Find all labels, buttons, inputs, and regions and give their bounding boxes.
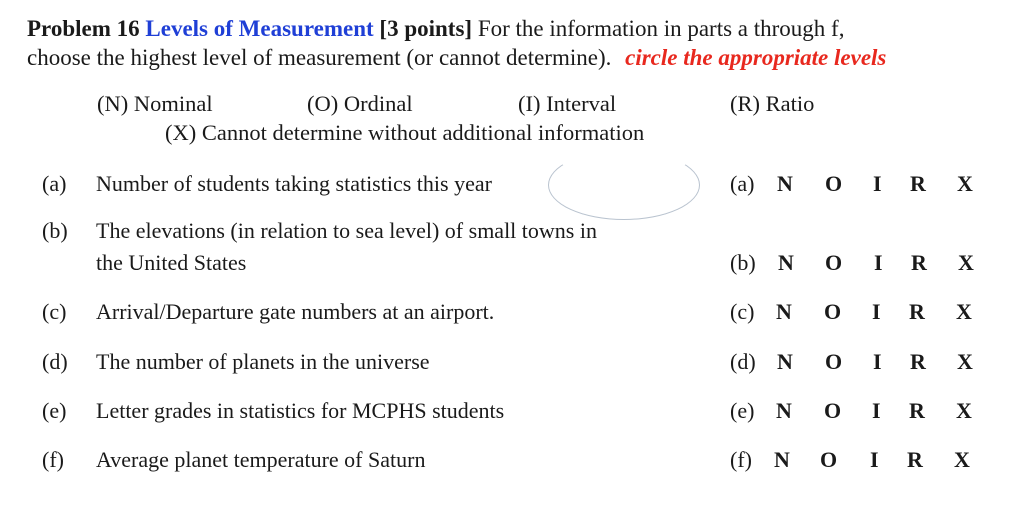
answer-row-e [730,398,990,426]
choice-d-x[interactable]: X [957,349,973,374]
answer-row-b [730,250,990,278]
level-ordinal: (O) Ordinal [307,91,413,116]
level-interval: (I) Interval [518,91,617,116]
question-text-c: Arrival/Departure gate numbers at an airport. [96,299,495,324]
choice-d-n[interactable]: N [777,349,793,374]
question-label-e: (e) [42,398,67,423]
answer-row-d [730,349,990,377]
choice-b-o[interactable]: O [825,250,843,275]
choice-f-r[interactable]: R [907,447,923,472]
choice-e-i[interactable]: I [872,398,881,423]
choice-c-x[interactable]: X [956,299,972,324]
problem-header-line2 [27,44,886,72]
answer-label-a: (a) [730,171,755,196]
instruction-emphasis: circle the appropriate levels [625,45,887,70]
choice-a-n[interactable]: N [777,171,793,196]
choice-f-n[interactable]: N [774,447,790,472]
choice-d-r[interactable]: R [910,349,926,374]
choice-d-i[interactable]: I [873,349,882,374]
choice-b-i[interactable]: I [874,250,883,275]
choice-a-x[interactable]: X [957,171,973,196]
choice-c-r[interactable]: R [909,299,925,324]
choice-e-r[interactable]: R [909,398,925,423]
answer-label-f: (f) [730,447,752,472]
choice-f-x[interactable]: X [954,447,970,472]
instruction-line2: choose the highest level of measurement (or cannot determine). [27,45,612,70]
choice-b-n[interactable]: N [778,250,794,275]
choice-c-n[interactable]: N [776,299,792,324]
answer-label-b: (b) [730,250,756,275]
hand-drawn-oval [548,150,700,220]
problem-header-line1 [27,15,844,43]
choice-b-r[interactable]: R [911,250,927,275]
level-nominal: (N) Nominal [97,91,213,116]
answer-label-d: (d) [730,349,756,374]
instruction-line1: For the information in parts a through f, [477,16,845,41]
choice-f-i[interactable]: I [870,447,879,472]
choice-d-o[interactable]: O [825,349,843,374]
answer-label-e: (e) [730,398,755,423]
choice-e-o[interactable]: O [824,398,842,423]
answer-row-c [730,299,990,327]
question-label-a: (a) [42,171,67,196]
problem-topic: Levels of Measurement [145,16,374,41]
question-label-c: (c) [42,299,67,324]
question-text-e: Letter grades in statistics for MCPHS students [96,398,505,423]
choice-b-x[interactable]: X [958,250,974,275]
choice-c-i[interactable]: I [872,299,881,324]
level-ratio: (R) Ratio [730,91,815,116]
question-text-b: The elevations (in relation to sea level) of small towns in [96,218,597,243]
question-label-d: (d) [42,349,68,374]
answer-label-c: (c) [730,299,755,324]
question-text-d: The number of planets in the universe [96,349,430,374]
answer-row-a [730,171,990,199]
question-text-f: Average planet temperature of Saturn [96,447,426,472]
answer-row-f [730,447,990,475]
choice-a-i[interactable]: I [873,171,882,196]
problem-points: [3 points] [379,16,473,41]
question-label-b: (b) [42,218,68,243]
choice-a-r[interactable]: R [910,171,926,196]
level-cannot-determine: (X) Cannot determine without additional information [165,120,645,145]
question-label-f: (f) [42,447,64,472]
question-text-a: Number of students taking statistics this year [96,171,492,196]
choice-a-o[interactable]: O [825,171,843,196]
problem-number: Problem 16 [27,16,140,41]
question-text-b-cont: the United States [96,250,247,275]
choice-f-o[interactable]: O [820,447,838,472]
choice-c-o[interactable]: O [824,299,842,324]
choice-e-x[interactable]: X [956,398,972,423]
choice-e-n[interactable]: N [776,398,792,423]
